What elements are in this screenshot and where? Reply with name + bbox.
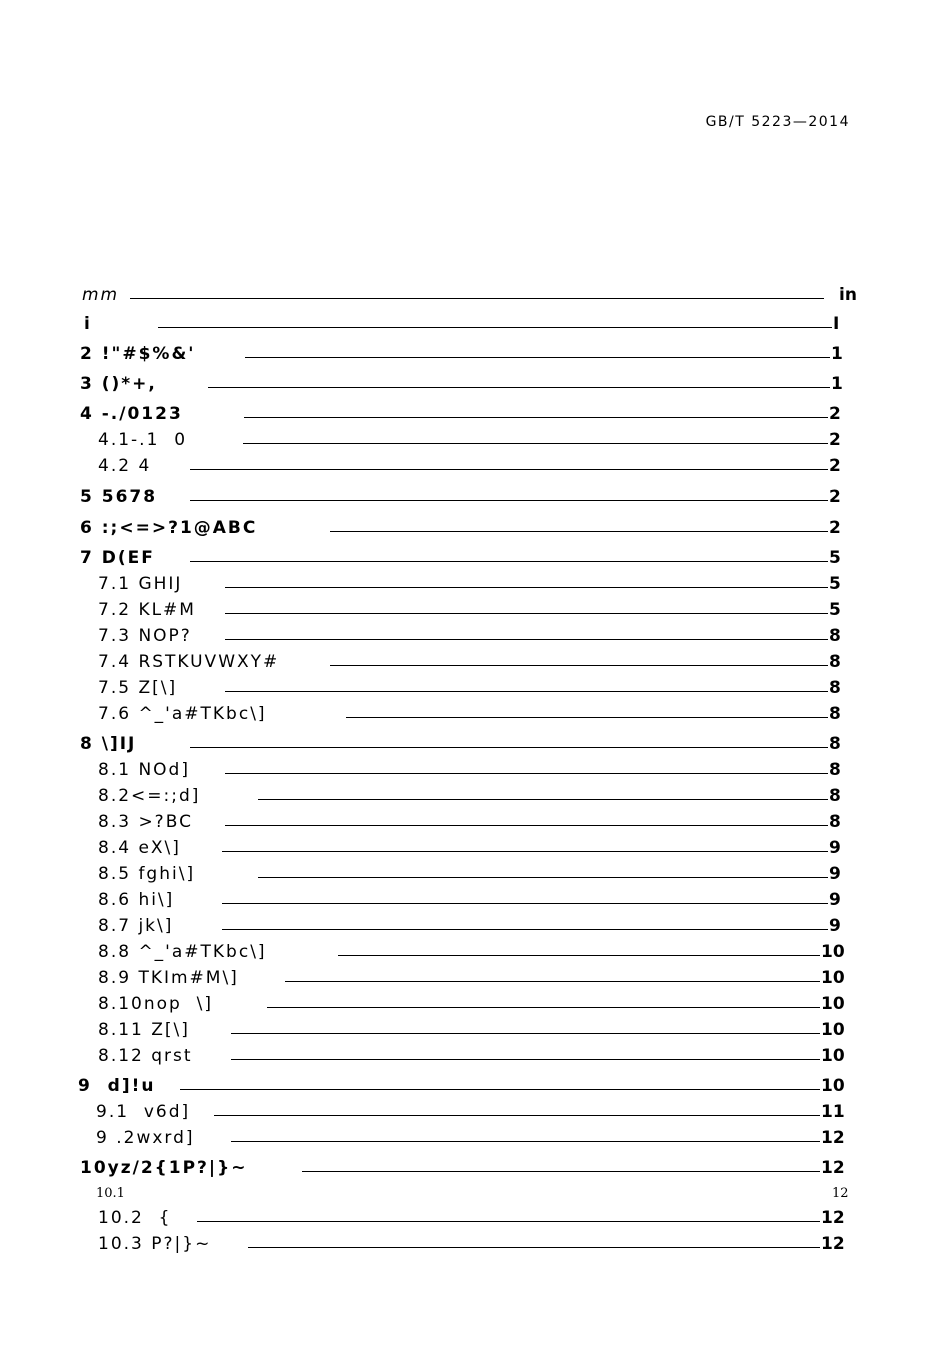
- toc-leader-line: [190, 469, 828, 470]
- toc-entry[interactable]: [0, 518, 950, 538]
- toc-entry-title: 4.2 4: [98, 456, 157, 476]
- toc-entry-title: 8 \]IJ: [80, 734, 142, 754]
- toc-entry-page-number: 8: [829, 760, 841, 780]
- toc-entry[interactable]: [0, 968, 950, 988]
- toc-entry[interactable]: [0, 786, 950, 806]
- toc-entry[interactable]: [0, 404, 950, 424]
- toc-leader-line: [225, 825, 828, 826]
- toc-entry-page-number: 8: [829, 704, 841, 724]
- toc-leader-line: [245, 357, 830, 358]
- toc-entry-page-number: 10: [821, 942, 845, 962]
- toc-entry-title: 8.9 TKIm#M\]: [98, 968, 245, 988]
- toc-entry[interactable]: [0, 994, 950, 1014]
- toc-entry-title: 8.1 NOd]: [98, 760, 196, 780]
- toc-entry-page-number: 8: [829, 812, 841, 832]
- toc-leader-line: [302, 1171, 820, 1172]
- toc-leader-line: [258, 877, 828, 878]
- toc-leader-line: [214, 1115, 820, 1116]
- toc-entry-title: 8.12 qrst: [98, 1046, 199, 1066]
- toc-entry-title: 8.8 ^_'a#TKbc\]: [98, 942, 273, 962]
- toc-entry[interactable]: [0, 1208, 950, 1228]
- toc-leader-line: [225, 639, 828, 640]
- toc-leader-line: [248, 1247, 820, 1248]
- toc-entry[interactable]: [0, 1158, 950, 1178]
- toc-entry-title: 2 !"#$%&': [80, 344, 202, 364]
- toc-entry-page-number: 9: [829, 838, 841, 858]
- toc-leader-line: [231, 1141, 820, 1142]
- toc-entry[interactable]: [0, 678, 950, 698]
- toc-entry-title: 7.3 NOP?: [98, 626, 198, 646]
- toc-entry-page-number: 12: [821, 1158, 845, 1178]
- toc-entry-page-number: 12: [821, 1234, 845, 1254]
- toc-entry-title: 10.3 P?|}~: [98, 1234, 217, 1254]
- toc-entry[interactable]: [0, 838, 950, 858]
- toc-entry[interactable]: [0, 1128, 950, 1148]
- toc-leader-line: [130, 298, 824, 299]
- toc-entry[interactable]: [0, 890, 950, 910]
- toc-entry-title: 9.1 v6d]: [96, 1102, 196, 1122]
- toc-entry-page-number: 2: [829, 404, 841, 424]
- toc-entry-title: 10yz/2{1P?|}~: [80, 1158, 253, 1178]
- toc-entry[interactable]: [0, 734, 950, 754]
- toc-leader-line: [225, 587, 828, 588]
- toc-entry[interactable]: [0, 456, 950, 476]
- toc-entry-title: 6 :;<=>?1@ABC: [80, 518, 263, 538]
- standard-code: GB/T 5223—2014: [705, 114, 850, 130]
- toc-entry-title: 7.6 ^_'a#TKbc\]: [98, 704, 273, 724]
- toc-entry-title: 4.1-.1 0: [98, 430, 193, 450]
- toc-entry-page-number: 2: [829, 456, 841, 476]
- toc-entry[interactable]: [0, 574, 950, 594]
- toc-entry-page-number: 9: [829, 864, 841, 884]
- toc-entry-title: 7.5 Z[\]: [98, 678, 183, 698]
- toc-leader-line: [231, 1033, 820, 1034]
- toc-leader-line: [330, 531, 828, 532]
- toc-entry[interactable]: [0, 600, 950, 620]
- toc-entry-title: mm: [82, 285, 125, 305]
- toc-entry[interactable]: [0, 1046, 950, 1066]
- toc-entry-10-1-page: 12: [832, 1186, 849, 1201]
- toc-entry[interactable]: [0, 812, 950, 832]
- toc-entry-page-number: 8: [829, 626, 841, 646]
- toc-leader-line: [190, 747, 828, 748]
- toc-entry-page-number: 8: [829, 786, 841, 806]
- toc-entry-page-number: 2: [829, 487, 841, 507]
- toc-entry[interactable]: [0, 344, 950, 364]
- toc-entry-page-number: ⅰn: [839, 285, 857, 305]
- toc-entry-page-number: 8: [829, 652, 841, 672]
- toc-entry-page-number: 11: [821, 1102, 845, 1122]
- toc-entry-page-number: Ⅰ: [833, 314, 840, 334]
- toc-entry[interactable]: [0, 760, 950, 780]
- toc-entry-title: 7.1 GHIJ: [98, 574, 188, 594]
- toc-entry-page-number: 10: [821, 1046, 845, 1066]
- toc-entry-page-number: 1: [831, 344, 843, 364]
- toc-entry-title: 8.6 hi\]: [98, 890, 180, 910]
- toc-entry-page-number: 10: [821, 1020, 845, 1040]
- toc-entry-title: 10.2 {: [98, 1208, 177, 1228]
- toc-entry[interactable]: [0, 548, 950, 568]
- toc-entry-title: 8.2<=:;d]: [98, 786, 206, 806]
- toc-entry-title: 5 5678: [80, 487, 163, 507]
- toc-leader-line: [208, 387, 830, 388]
- toc-entry[interactable]: [0, 314, 950, 334]
- toc-entry[interactable]: [0, 942, 950, 962]
- toc-entry[interactable]: [0, 1234, 950, 1254]
- toc-entry-page-number: 2: [829, 430, 841, 450]
- toc-entry-title: 4 -./0123: [80, 404, 189, 424]
- toc-entry-title: 7.4 RSTKUVWXY#: [98, 652, 285, 672]
- toc-entry-page-number: 10: [821, 1076, 845, 1096]
- toc-entry[interactable]: [0, 652, 950, 672]
- toc-leader-line: [267, 1007, 820, 1008]
- toc-entry-title: 8.10nop \]: [98, 994, 219, 1014]
- toc-leader-line: [338, 955, 820, 956]
- toc-entry-title: 7 D(EF: [80, 548, 161, 568]
- toc-entry-title: 8.3 >?BC: [98, 812, 199, 832]
- toc-leader-line: [285, 981, 820, 982]
- toc-leader-line: [244, 417, 828, 418]
- toc-entry-page-number: 9: [829, 916, 841, 936]
- toc-entry-page-number: 5: [829, 600, 841, 620]
- toc-entry[interactable]: [0, 285, 950, 305]
- toc-entry-title: 7.2 KL#M: [98, 600, 202, 620]
- toc-entry-page-number: 8: [829, 734, 841, 754]
- toc-leader-line: [346, 717, 828, 718]
- toc-entry[interactable]: [0, 1076, 950, 1096]
- toc-entry[interactable]: [0, 430, 950, 450]
- toc-leader-line: [330, 665, 828, 666]
- toc-leader-line: [225, 691, 828, 692]
- toc-leader-line: [180, 1089, 820, 1090]
- toc-leader-line: [222, 903, 828, 904]
- toc-entry[interactable]: [0, 1102, 950, 1122]
- toc-leader-line: [258, 799, 828, 800]
- toc-entry[interactable]: [0, 916, 950, 936]
- toc-entry[interactable]: [0, 1020, 950, 1040]
- toc-entry-title: 8.11 Z[\]: [98, 1020, 196, 1040]
- toc-leader-line: [190, 500, 828, 501]
- toc-leader-line: [222, 851, 828, 852]
- toc-entry-page-number: 12: [821, 1208, 845, 1228]
- toc-entry-page-number: 10: [821, 968, 845, 988]
- toc-entry-page-number: 9: [829, 890, 841, 910]
- toc-entry[interactable]: [0, 374, 950, 394]
- toc-entry-page-number: 5: [829, 574, 841, 594]
- toc-leader-line: [231, 1059, 820, 1060]
- toc-entry-page-number: 5: [829, 548, 841, 568]
- toc-entry[interactable]: [0, 626, 950, 646]
- toc-leader-line: [222, 929, 828, 930]
- toc-leader-line: [197, 1221, 820, 1222]
- toc-entry-page-number: 2: [829, 518, 841, 538]
- toc-entry-title: 9 .2wxrd]: [96, 1128, 201, 1148]
- toc-entry-title: 8.4 eX\]: [98, 838, 187, 858]
- toc-entry-10-1-label: 10.1: [96, 1186, 125, 1201]
- toc-leader-line: [243, 443, 828, 444]
- toc-entry-title: 8.5 fghi\]: [98, 864, 201, 884]
- toc-entry-page-number: 8: [829, 678, 841, 698]
- toc-entry-page-number: 10: [821, 994, 845, 1014]
- toc-entry[interactable]: [0, 487, 950, 507]
- toc-entry-title: ⅰ: [84, 314, 98, 334]
- toc-leader-line: [225, 773, 828, 774]
- toc-entry-page-number: 12: [821, 1128, 845, 1148]
- toc-entry-page-number: 1: [831, 374, 843, 394]
- toc-entry-title: 3 ()*+,: [80, 374, 163, 394]
- toc-entry-title: 8.7 jk\]: [98, 916, 179, 936]
- toc-entry-title: 9 d]!u: [78, 1076, 161, 1096]
- toc-leader-line: [225, 613, 828, 614]
- toc-entry[interactable]: [0, 864, 950, 884]
- toc-leader-line: [158, 327, 832, 328]
- toc-entry[interactable]: [0, 704, 950, 724]
- toc-leader-line: [190, 561, 828, 562]
